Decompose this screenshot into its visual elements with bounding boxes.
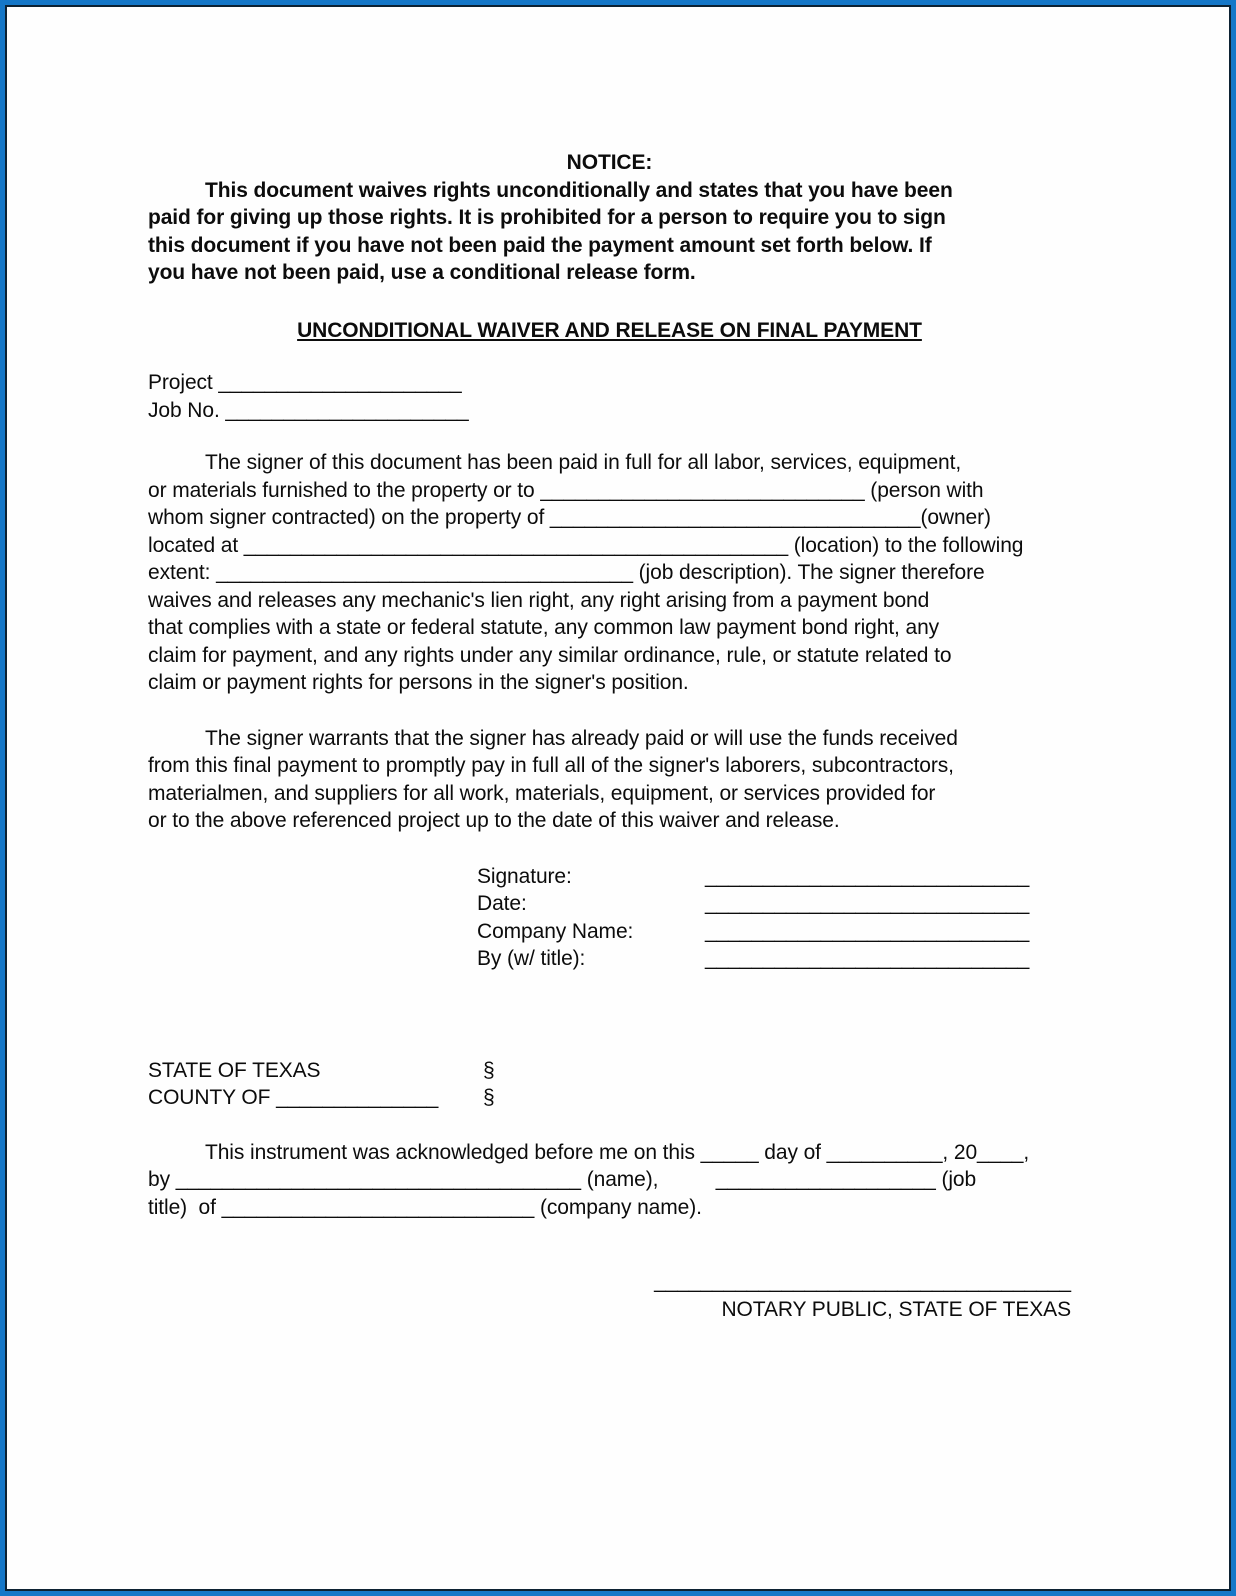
venue-block xyxy=(148,1057,1071,1112)
notice-paragraph-line: you have not been paid, use a conditional release form. xyxy=(148,261,696,284)
date-blank-line: ____________________________ xyxy=(705,892,1030,915)
body-line: located at _______________________________________________ (location) to the following xyxy=(148,533,1024,557)
notary-signature-line: ____________________________________ xyxy=(654,1270,1071,1293)
date-label: Date: xyxy=(477,892,527,915)
document-title: UNCONDITIONAL WAIVER AND RELEASE ON FINAL PAYMENT xyxy=(297,318,922,342)
signature-label: Signature: xyxy=(477,864,572,888)
notary-label: NOTARY PUBLIC, STATE OF TEXAS xyxy=(721,1297,1071,1321)
body-line: or materials furnished to the property or to ____________________________ (person with xyxy=(148,478,984,502)
state-row xyxy=(148,1057,1071,1085)
company-name-row xyxy=(148,918,1071,946)
notice-section xyxy=(148,149,1071,287)
body-line: that complies with a state or federal statute, any common law payment bond right, any xyxy=(148,616,940,639)
section-symbol: § xyxy=(483,1058,495,1082)
acknowledgment-line: by ___________________________________ (name), ___________________ (job xyxy=(148,1168,977,1191)
signature-row xyxy=(148,863,1071,891)
document-content xyxy=(7,7,1229,1589)
county-row xyxy=(148,1084,1071,1112)
notice-paragraph-line: paid for giving up those rights. It is prohibited for a person to require you to sign xyxy=(148,206,946,229)
body-line: extent: ____________________________________ (job description). The signer therefore xyxy=(148,561,985,584)
body-line: claim or payment rights for persons in the signer's position. xyxy=(148,671,689,694)
paper-sheet xyxy=(5,5,1231,1591)
company-name-label: Company Name: xyxy=(477,919,634,943)
acknowledgment-paragraph xyxy=(148,1139,1071,1222)
notice-heading: NOTICE: xyxy=(566,151,653,174)
acknowledgment-line: This instrument was acknowledged before me on this _____ day of __________, 20____, xyxy=(205,1140,1030,1164)
notice-paragraph-line: This document waives rights unconditionally and states that you have been xyxy=(205,178,953,202)
section-symbol: § xyxy=(483,1086,495,1109)
signature-blank-line: ____________________________ xyxy=(705,864,1030,888)
signature-block xyxy=(148,863,1071,973)
by-title-label: By (w/ title): xyxy=(477,947,586,970)
county-field: COUNTY OF ______________ xyxy=(148,1086,439,1109)
state-label: STATE OF TEXAS xyxy=(148,1058,321,1082)
body-line: waives and releases any mechanic's lien right, any right arising from a payment bond xyxy=(148,588,930,612)
body-line: claim for payment, and any rights under any similar ordinance, rule, or statute related to xyxy=(148,643,952,667)
project-field: Project _____________________ xyxy=(148,371,462,394)
by-title-blank-line: ____________________________ xyxy=(705,947,1030,970)
notary-block xyxy=(641,1268,1071,1323)
warranty-paragraph xyxy=(148,725,1071,835)
notice-paragraph-line: this document if you have not been paid the payment amount set forth below. If xyxy=(148,233,932,257)
waiver-paragraph xyxy=(148,449,1071,697)
by-title-row xyxy=(148,945,1071,973)
body-line: or to the above referenced project up to the date of this waiver and release. xyxy=(148,809,840,832)
project-info-block xyxy=(148,369,1071,424)
acknowledgment-line: title) of ___________________________ (company name). xyxy=(148,1195,702,1219)
body-line: whom signer contracted) on the property of ________________________________(owner) xyxy=(148,506,991,529)
body-line: materialmen, and suppliers for all work, materials, equipment, or services provided for xyxy=(148,781,936,805)
company-name-blank-line: ____________________________ xyxy=(705,919,1030,943)
body-line: The signer of this document has been paid in full for all labor, services, equipment, xyxy=(205,451,962,474)
body-line: from this final payment to promptly pay in full all of the signer's laborers, subcontractors, xyxy=(148,754,954,777)
date-row xyxy=(148,890,1071,918)
body-line: The signer warrants that the signer has already paid or will use the funds received xyxy=(205,726,958,750)
job-no-field: Job No. _____________________ xyxy=(148,398,469,422)
